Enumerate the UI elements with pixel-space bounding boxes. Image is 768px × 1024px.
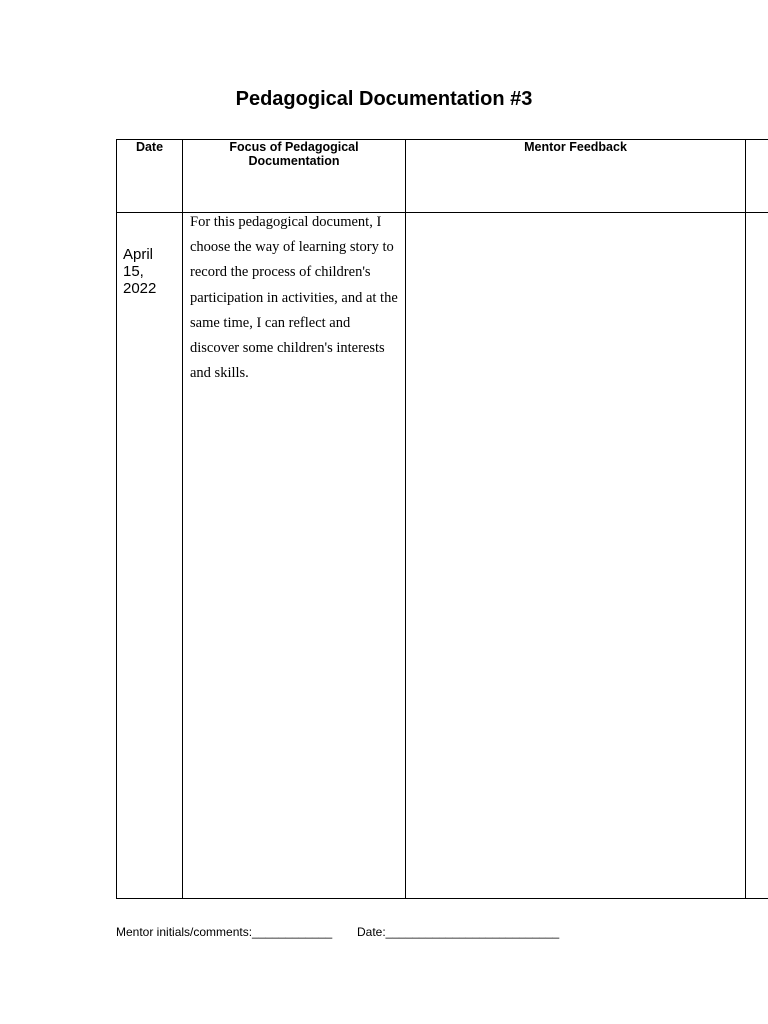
table-cell-focus: For this pedagogical document, I choose the way of learning story to record the process of children's participation in activities, and at the same time, I can reflect and discover some children's interests and skills. <box>190 214 398 382</box>
page-title: Pedagogical Documentation #3 <box>235 88 533 110</box>
feedback-column-divider <box>745 139 746 899</box>
table-left-border <box>116 139 117 899</box>
mentor-initials-line: Mentor initials/comments:____________ <box>116 925 333 939</box>
table-bottom-border <box>116 898 768 899</box>
column-header-focus: Focus of Pedagogical Documentation <box>229 140 359 168</box>
date-column-divider <box>182 139 183 899</box>
mentor-date-line: Date:__________________________ <box>357 925 560 939</box>
column-header-date: Date <box>135 140 164 154</box>
column-header-mentor-feedback: Mentor Feedback <box>524 140 627 154</box>
table-cell-date: April 15, 2022 <box>123 246 157 297</box>
focus-column-divider <box>405 139 406 899</box>
